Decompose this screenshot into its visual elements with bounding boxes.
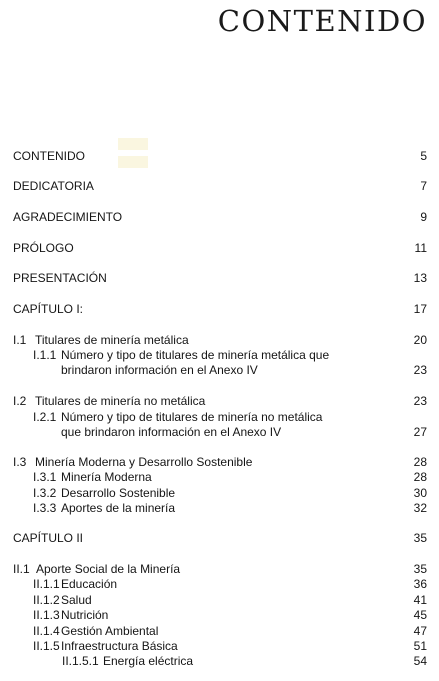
toc-entry bbox=[13, 394, 427, 409]
toc-entry-title: que brindaron información en el Anexo IV bbox=[61, 425, 282, 439]
toc-entry-title: CONTENIDO bbox=[13, 149, 85, 163]
toc-entry-number: I.3.2 bbox=[33, 486, 57, 500]
toc-entry-number: II.1.5 bbox=[33, 639, 60, 653]
toc-entry-page: 5 bbox=[420, 149, 427, 163]
toc-entry bbox=[13, 562, 427, 577]
toc-entry-title: Número y tipo de titulares de minería no metálica bbox=[61, 410, 323, 424]
toc-entry-title: Minería Moderna y Desarrollo Sostenible bbox=[35, 455, 253, 469]
toc-entry-number: I.1 bbox=[13, 333, 27, 347]
toc-entry-page: 7 bbox=[420, 179, 427, 193]
toc-entry bbox=[13, 241, 427, 256]
toc-entry-title: Nutrición bbox=[61, 608, 109, 622]
toc-entry bbox=[13, 470, 427, 485]
toc-entry bbox=[13, 425, 427, 440]
toc-entry-page: 28 bbox=[413, 470, 427, 484]
toc-entry-page: 32 bbox=[413, 501, 427, 515]
toc-entry-number: I.1.1 bbox=[33, 348, 57, 362]
toc-entry bbox=[13, 593, 427, 608]
toc-entry bbox=[13, 410, 427, 425]
toc-entry bbox=[13, 577, 427, 592]
toc-entry-title: Gestión Ambiental bbox=[61, 624, 159, 638]
toc-entry-title: Minería Moderna bbox=[61, 470, 152, 484]
toc-entry-page: 28 bbox=[413, 455, 427, 469]
toc-entry-title: PRÓLOGO bbox=[13, 241, 74, 255]
toc-entry-title: DEDICATORIA bbox=[13, 179, 94, 193]
toc-entry bbox=[13, 501, 427, 516]
toc-entry-page: 17 bbox=[413, 302, 427, 316]
toc-entry-title: Titulares de minería no metálica bbox=[35, 394, 206, 408]
toc-entry-number: II.1.5.1 bbox=[62, 654, 99, 668]
toc-entry-page: 51 bbox=[413, 639, 427, 653]
toc-entry-page: 41 bbox=[413, 593, 427, 607]
toc-entry-page: 47 bbox=[413, 624, 427, 638]
toc-entry bbox=[13, 608, 427, 623]
toc-entry-title: Desarrollo Sostenible bbox=[61, 486, 176, 500]
toc-entry-title: Aportes de la minería bbox=[61, 501, 176, 515]
toc-entry-page: 13 bbox=[413, 271, 427, 285]
toc-entry-title: CAPÍTULO I: bbox=[13, 302, 84, 316]
toc-entry bbox=[13, 455, 427, 470]
toc-entry bbox=[13, 486, 427, 501]
toc-entry-page: 54 bbox=[413, 654, 427, 668]
toc-entry-number: I.3 bbox=[13, 455, 27, 469]
toc-entry bbox=[13, 624, 427, 639]
toc-entry-title: CAPÍTULO II bbox=[13, 531, 84, 545]
toc-entry-page: 9 bbox=[420, 210, 427, 224]
toc-entry-number: I.3.1 bbox=[33, 470, 57, 484]
toc-entry bbox=[13, 654, 427, 669]
toc-entry-number: II.1.3 bbox=[33, 608, 60, 622]
toc-entry bbox=[13, 333, 427, 348]
toc-entry-number: II.1.2 bbox=[33, 593, 60, 607]
toc-entry-title: brindaron información en el Anexo IV bbox=[61, 363, 258, 377]
toc-entry-title: Infraestructura Básica bbox=[61, 639, 178, 653]
toc-entry-title: Energía eléctrica bbox=[103, 654, 194, 668]
toc-entry-title: Aporte Social de la Minería bbox=[36, 562, 181, 576]
toc-entry-page: 45 bbox=[413, 608, 427, 622]
page-title: CONTENIDO bbox=[217, 4, 427, 38]
toc-entry-page: 23 bbox=[413, 394, 427, 408]
toc-entry bbox=[13, 639, 427, 654]
toc-entry-number: I.2 bbox=[13, 394, 27, 408]
toc-entry-page: 36 bbox=[413, 577, 427, 591]
toc-entry-title: Salud bbox=[61, 593, 92, 607]
toc-entry-number: I.2.1 bbox=[33, 410, 57, 424]
toc-entry bbox=[13, 348, 427, 363]
toc-entry bbox=[13, 149, 427, 164]
toc-entry-title: Número y tipo de titulares de minería metálica que bbox=[61, 348, 330, 362]
toc-entry-page: 35 bbox=[413, 531, 427, 545]
toc-entry-page: 27 bbox=[413, 425, 427, 439]
toc-entry-title: PRESENTACIÓN bbox=[13, 271, 107, 285]
toc-entry-page: 30 bbox=[413, 486, 427, 500]
toc-entry-title: AGRADECIMIENTO bbox=[13, 210, 123, 224]
toc-entry-number: II.1 bbox=[13, 562, 30, 576]
toc-entry bbox=[13, 271, 427, 286]
toc-entry bbox=[13, 179, 427, 194]
toc-entry-title: Educación bbox=[61, 577, 118, 591]
toc-entry-number: II.1.1 bbox=[33, 577, 60, 591]
toc-entry bbox=[13, 363, 427, 378]
toc-entry-page: 23 bbox=[413, 363, 427, 377]
toc-entry-page: 35 bbox=[413, 562, 427, 576]
toc-entry-number: I.3.3 bbox=[33, 501, 57, 515]
toc-entry bbox=[13, 302, 427, 317]
toc-entry bbox=[13, 531, 427, 546]
toc-entry bbox=[13, 210, 427, 225]
toc-entry-number: II.1.4 bbox=[33, 624, 60, 638]
toc-entry-page: 11 bbox=[414, 241, 427, 255]
toc-entry-title: Titulares de minería metálica bbox=[35, 333, 189, 347]
toc-entry-page: 20 bbox=[413, 333, 427, 347]
